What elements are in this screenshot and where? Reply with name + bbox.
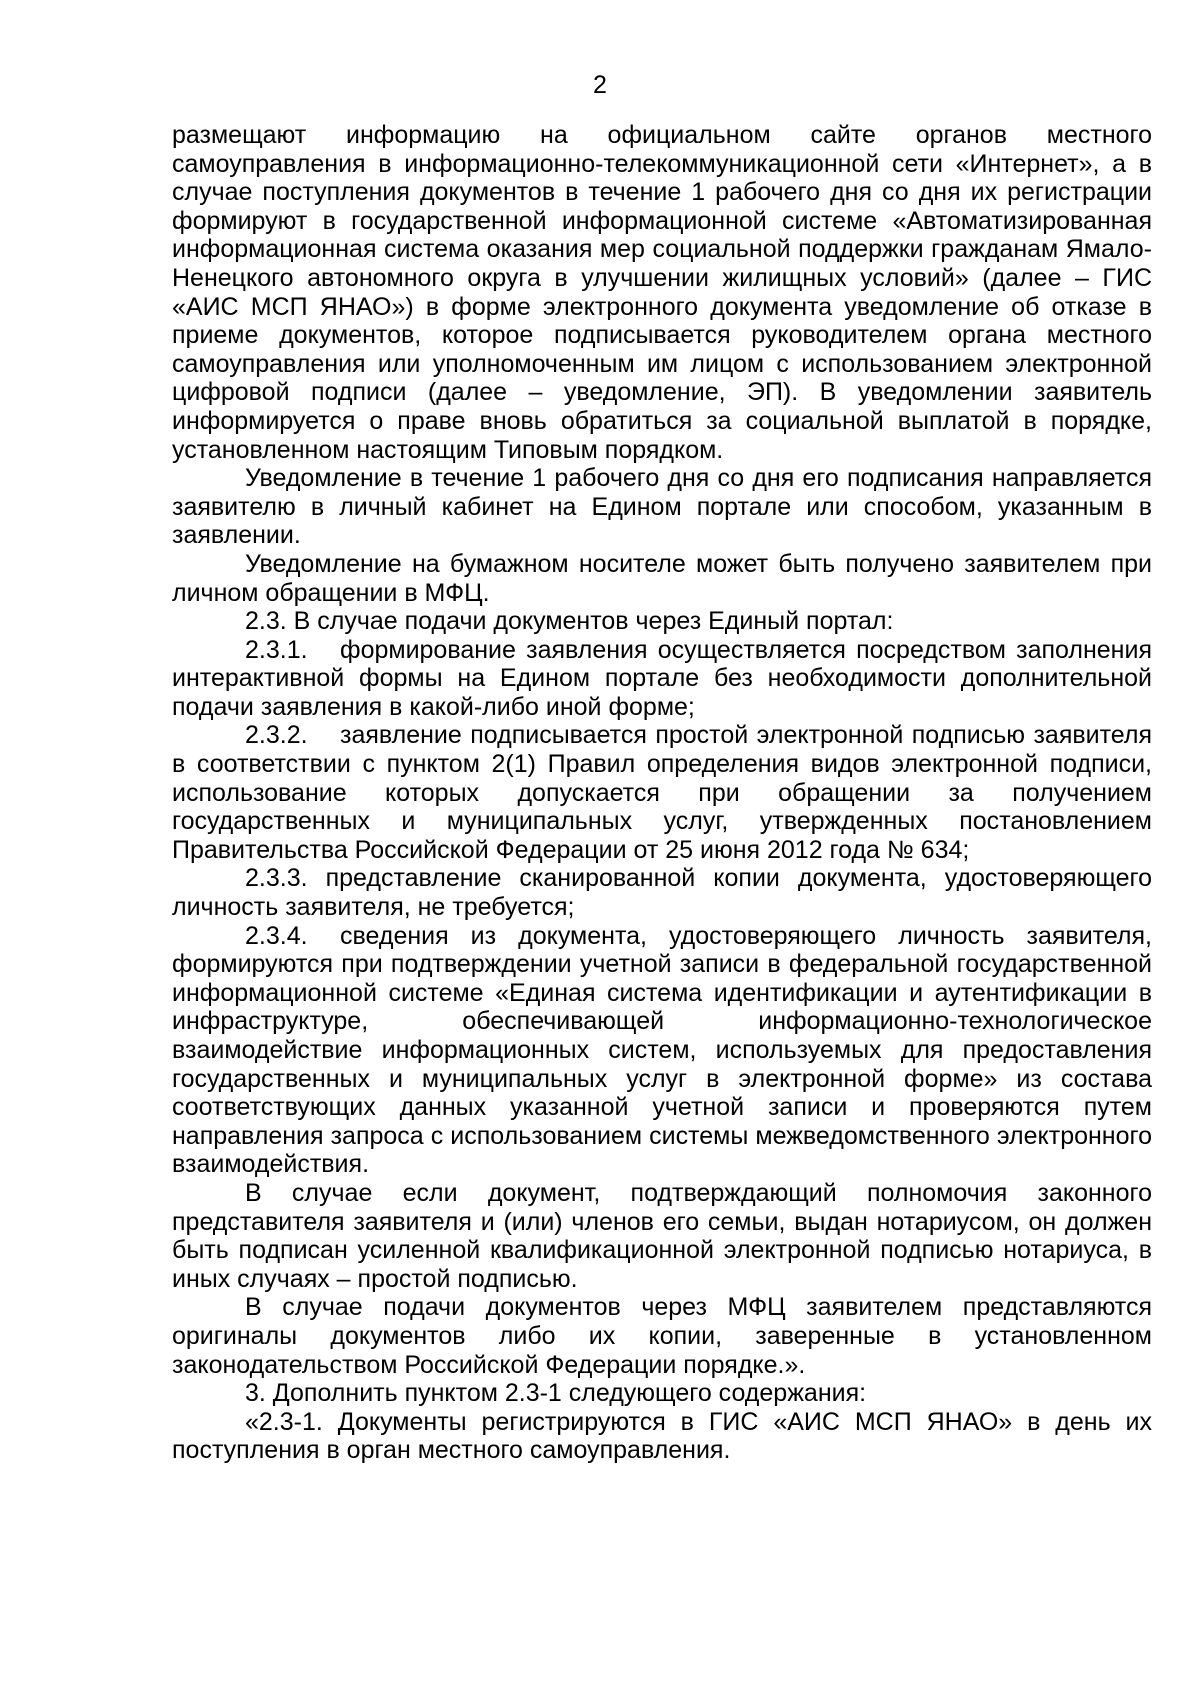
document-body — [172, 121, 1152, 1465]
paragraph-3: Уведомление на бумажном носителе может быть получено заявителем при личном обращении в МФЦ. — [172, 549, 1152, 607]
paragraph-section-2-3: 2.3. В случае подачи документов через Единый портал: — [245, 607, 894, 636]
paragraph-2-3-1: 2.3.1. формирование заявления осуществляется посредством заполнения интерактивной формы на Едином портале без необходимости дополнительной подачи заявления в какой-либо иной форме; — [172, 635, 1152, 721]
paragraph-mfc: В случае подачи документов через МФЦ заявителем представляются оригиналы документов либо их копии, заверенные в установленном законодательством Российской Федерации порядке.». — [172, 1293, 1152, 1379]
item-number: 2.3.2. — [245, 721, 308, 750]
page-number: 2 — [593, 71, 607, 99]
paragraph-2-3-3: 2.3.3. представление сканированной копии документа, удостоверяющего личность заявителя, не требуется; — [172, 864, 1152, 922]
item-number: 2.3.1. — [245, 635, 308, 664]
paragraph-2: Уведомление в течение 1 рабочего дня со дня его подписания направляется заявителю в личный кабинет на Едином портале или способом, указанным в заявлении. — [172, 464, 1152, 550]
paragraph-notary: В случае если документ, подтверждающий полномочия законного представителя заявителя и (или) членов его семьи, выдан нотариусом, он должен быть подписан усиленной квалификационной электронной подписью нотариуса, в иных случаях – простой подписью. — [172, 1178, 1152, 1293]
paragraph-section-3: 3. Дополнить пунктом 2.3-1 следующего содержания: — [245, 1379, 867, 1408]
paragraph-2-3-4: 2.3.4. сведения из документа, удостоверяющего личность заявителя, формируются при подтверждении учетной записи в федеральной государственной информационной системе «Единая система идентификации и аутентификации в инфраструктуре, обеспечивающей информационно-технологическое взаимодействие информационных систем, используемых для предоставления государственных и муниципальных услуг в электронной форме» из состава соответствующих данных указанной учетной записи и проверяются путем направления запроса с использованием системы межведомственного электронного взаимодействия. — [172, 921, 1152, 1179]
paragraph-1: размещают информацию на официальном сайте органов местного самоуправления в информационно-телекоммуникационной сети «Интернет», а в случае поступления документов в течение 1 рабочего дня со дня их регистрации формируют в государственной информационной системе «Автоматизированная информационная система оказания мер социальной поддержки гражданам Ямало-Ненецкого автономного округа в улучшении жилищных условий» (далее – ГИС «АИС МСП ЯНАО») в форме электронного документа уведомление об отказе в приеме документов, которое подписывается руководителем органа местного самоуправления или уполномоченным им лицом с использованием электронной цифровой подписи (далее – уведомление, ЭП). В уведомлении заявитель информируется о праве вновь обратиться за социальной выплатой в порядке, установленном настоящим Типовым порядком. — [172, 121, 1152, 464]
item-number: 2.3.4. — [245, 921, 308, 950]
paragraph-2-3-2: 2.3.2. заявление подписывается простой электронной подписью заявителя в соответствии с пунктом 2(1) Правил определения видов электронной подписи, использование которых допускается при обращении за получением государственных и муниципальных услуг, утвержденных постановлением Правительства Российской Федерации от 25 июня 2012 года № 634; — [172, 721, 1152, 864]
paragraph-2-3-1-registration: «2.3-1. Документы регистрируются в ГИС «АИС МСП ЯНАО» в день их поступления в орган местного самоуправления. — [172, 1407, 1152, 1465]
